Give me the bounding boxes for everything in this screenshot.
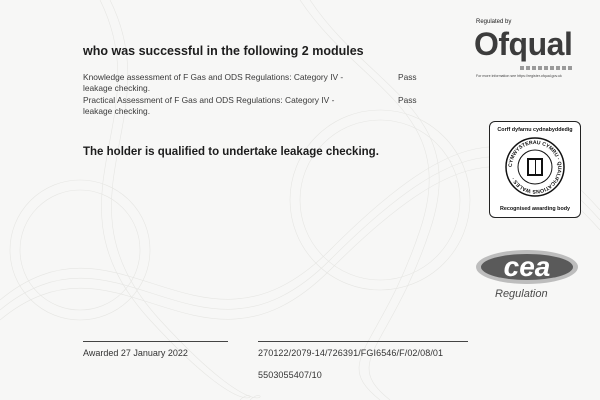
cea-logo <box>474 248 580 286</box>
reference-divider <box>258 341 468 342</box>
welsh-seal-ring-text: CYMWYSTERAU CYMRU · QUALIFICATIONS WALES · <box>507 139 563 195</box>
ofqual-regulated-by: Regulated by <box>476 19 512 25</box>
module-2-result: Pass <box>398 95 417 105</box>
ofqual-logo: Ofqual <box>474 26 573 62</box>
ofqual-info-link[interactable]: For more information see https://register.ofqual.gov.uk <box>476 74 562 78</box>
welsh-seal-top-text: Corff dyfarnu cydnabyddedig <box>497 127 573 133</box>
module-2-description: Practical Assessment of F Gas and ODS Regulations: Category IV - leakage checking. <box>83 95 335 116</box>
awarded-date: Awarded 27 January 2022 <box>83 348 188 358</box>
module-1-result: Pass <box>398 72 417 82</box>
module-1-description: Knowledge assessment of F Gas and ODS Regulations: Category IV - leakage checking. <box>83 72 344 93</box>
welsh-seal-bottom-text: Recognised awarding body <box>499 206 571 212</box>
cea-regulation-label: Regulation <box>495 288 548 300</box>
qualifications-wales-emblem-icon <box>505 135 565 199</box>
ofqual-dots-icon <box>520 64 580 72</box>
certificate-reference: 270122/2079-14/726391/FGI6546/F/02/08/01 <box>258 348 444 358</box>
modules-heading: who was successful in the following 2 modules <box>83 44 364 58</box>
qualifications-wales-seal <box>489 121 581 218</box>
certificate-number: 5503055407/10 <box>258 370 322 380</box>
awarded-divider <box>83 341 228 342</box>
cea-logo-text: cea <box>503 251 551 282</box>
qualification-statement: The holder is qualified to undertake leakage checking. <box>83 146 379 158</box>
